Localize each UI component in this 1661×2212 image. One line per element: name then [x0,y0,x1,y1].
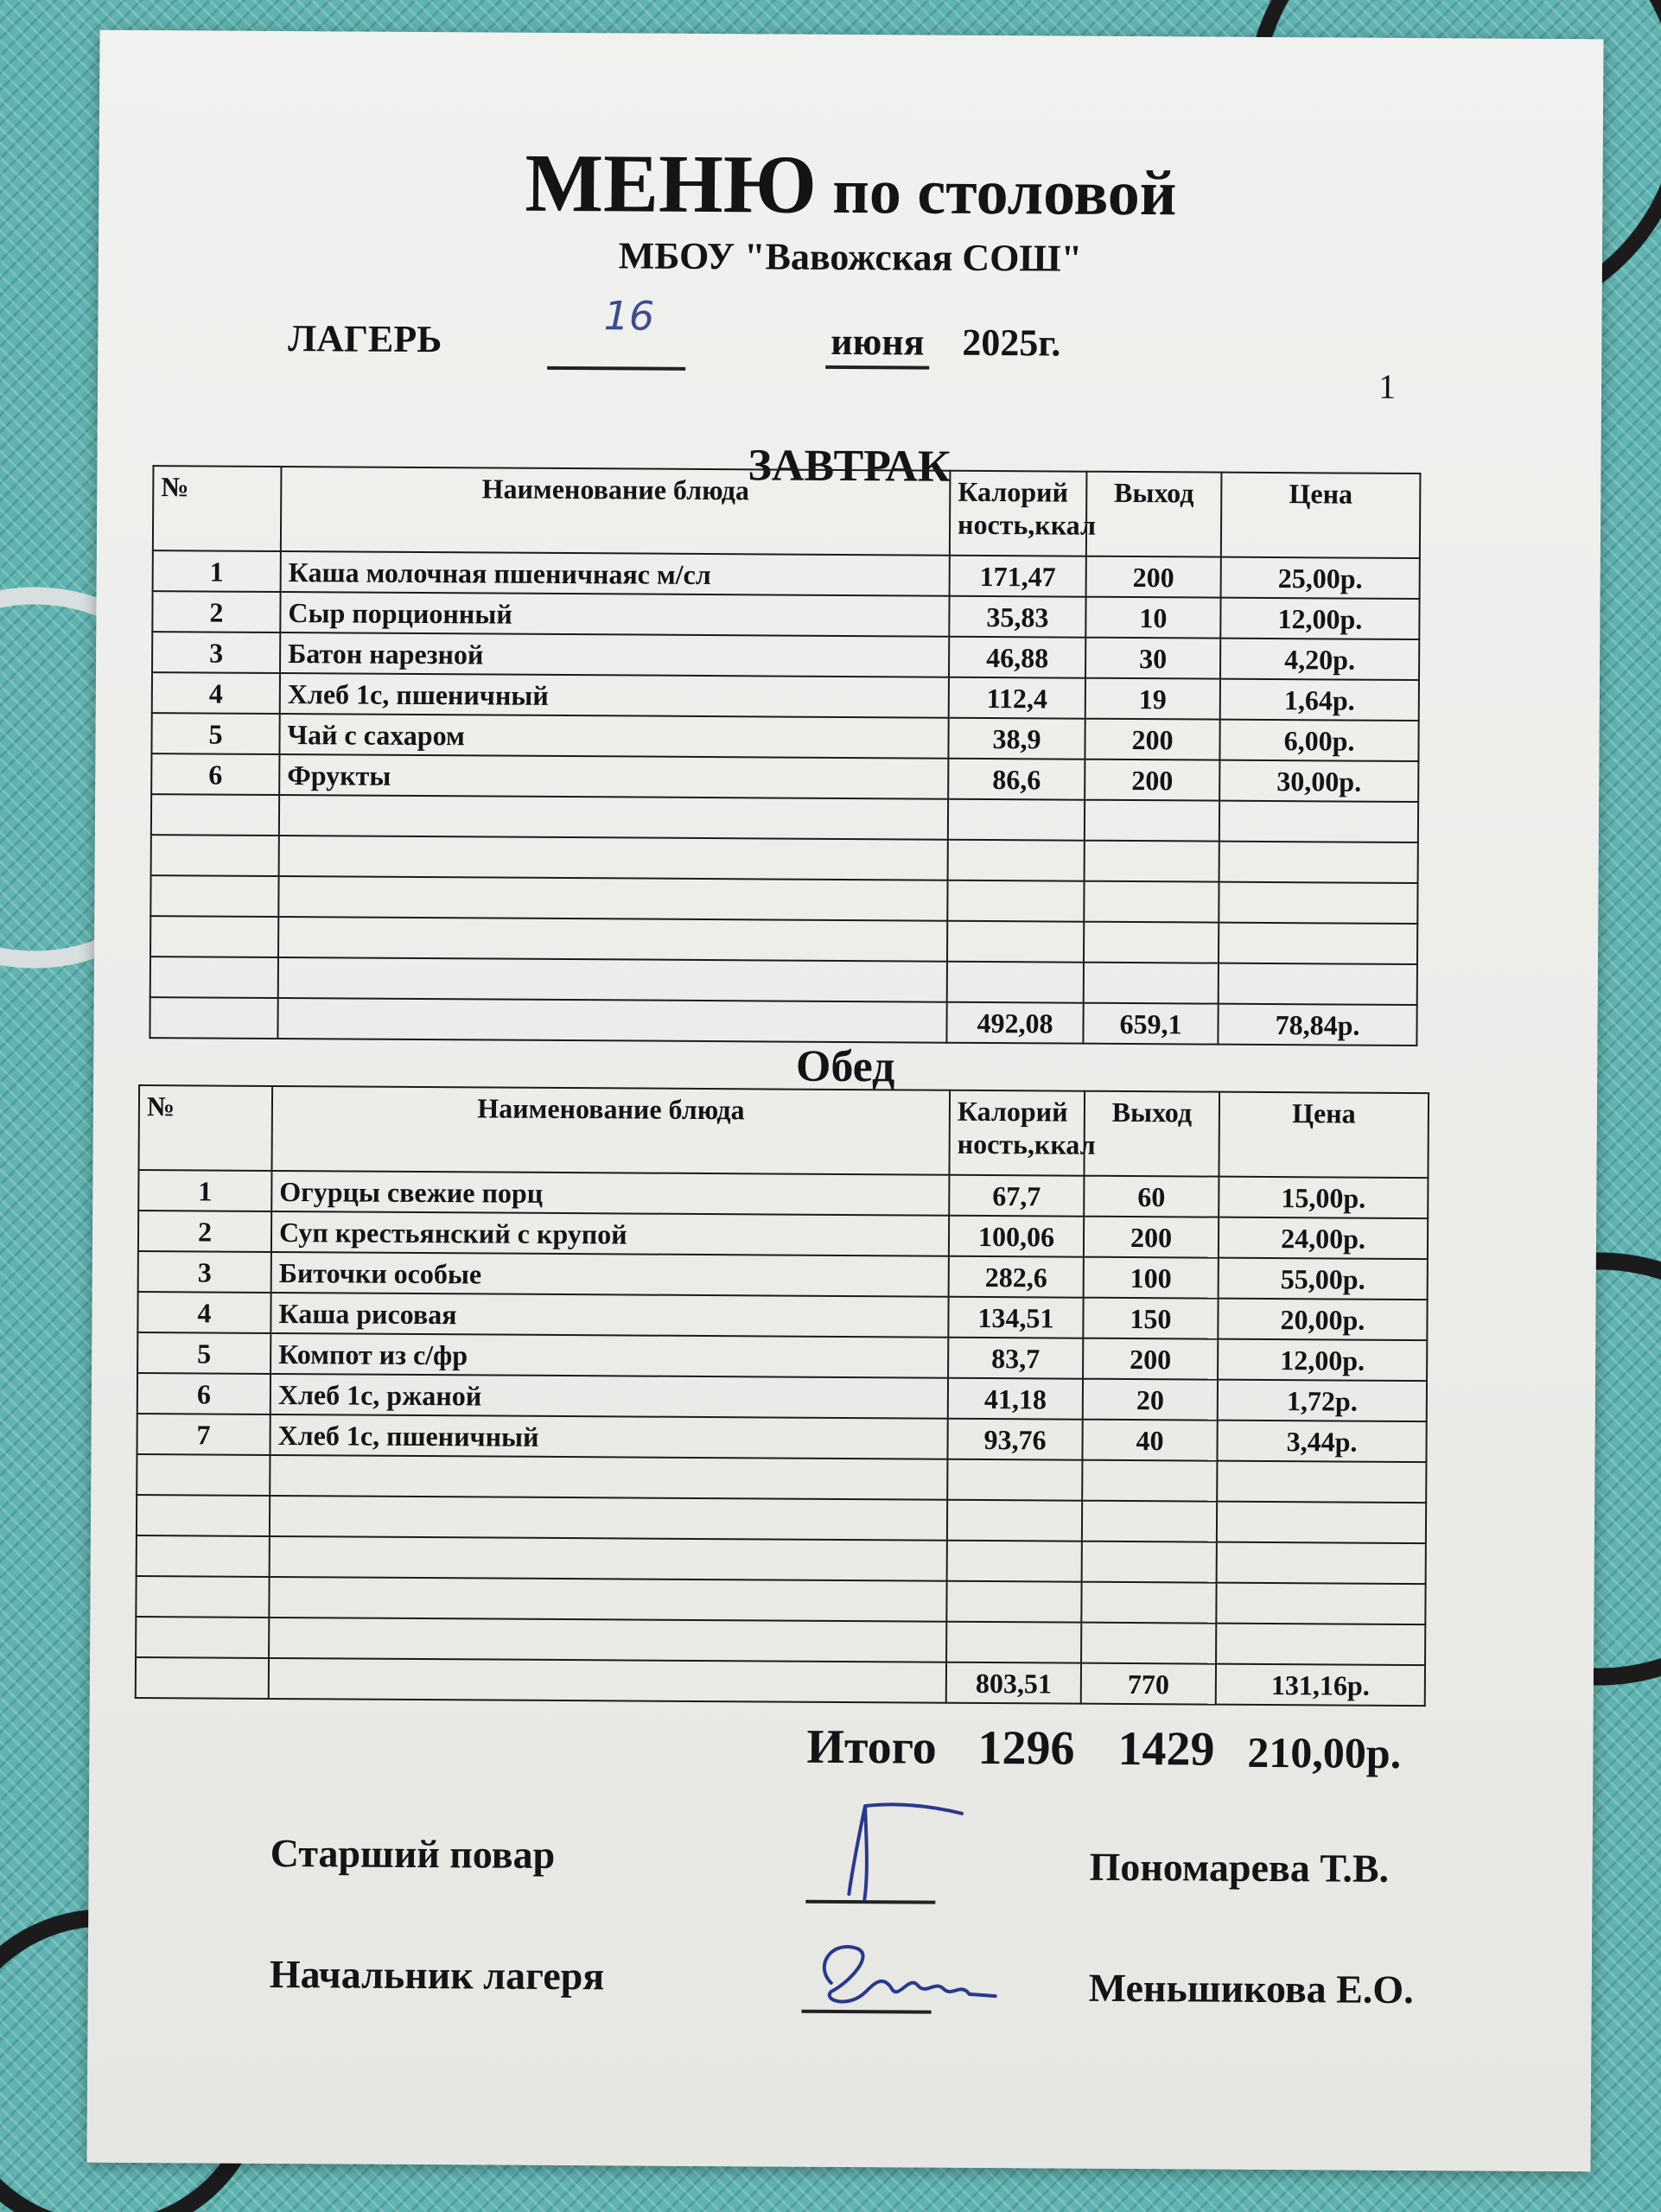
row-number: 6 [151,753,279,795]
grand-total-calories: 1296 [977,1720,1075,1776]
dish-name: Хлеб 1с, пшеничный [280,673,949,718]
dish-price: 24,00р. [1219,1217,1428,1259]
header-price: Цена [1221,473,1421,558]
empty-cell [279,795,948,840]
empty-cell [1216,1583,1425,1624]
breakfast-table [149,465,1421,1046]
empty-cell [1084,922,1219,963]
empty-cell [1081,1623,1216,1664]
page-title [99,132,1603,238]
grand-total-output: 1429 [1117,1721,1215,1777]
empty-cell [1219,882,1417,924]
dish-output: 100 [1084,1257,1219,1299]
menu-sheet [86,30,1603,2172]
empty-cell [151,835,279,876]
row-number: 3 [152,632,280,673]
dish-calories: 282,6 [949,1256,1084,1298]
empty-cell [1082,1541,1217,1583]
dish-name: Каша рисовая [270,1293,948,1338]
dish-output: 200 [1085,760,1219,801]
empty-cell [150,875,278,917]
total-row [136,1657,1425,1706]
empty-cell [1085,841,1219,882]
empty-cell [269,1618,946,1662]
dish-calories: 171,47 [950,556,1086,597]
total-price: 131,16р. [1216,1664,1425,1706]
dish-name: Хлеб 1с, пшеничный [270,1414,947,1459]
empty-cell [948,840,1085,881]
empty-cell [946,1622,1081,1663]
empty-cell [269,1658,946,1703]
total-calories: 803,51 [946,1662,1081,1704]
dish-output: 150 [1083,1298,1218,1339]
empty-cell [947,1459,1082,1501]
header-calories-line-1: Калорий [958,475,1069,508]
lunch-table [135,1084,1429,1707]
dish-price: 12,00р. [1218,1339,1427,1381]
table-header-row [138,1085,1429,1178]
dish-output: 40 [1082,1420,1217,1461]
empty-cell [270,1455,947,1500]
empty-cell [1084,963,1219,1004]
empty-cell [277,998,946,1043]
empty-cell [1217,1461,1426,1503]
total-calories: 492,08 [946,1002,1083,1044]
row-number: 2 [138,1211,271,1252]
dish-output: 200 [1084,1217,1219,1258]
dish-price: 6,00р. [1219,720,1418,761]
empty-cell [278,876,947,921]
empty-cell [151,794,279,836]
empty-cell [947,962,1084,1003]
empty-cell [1219,801,1418,842]
empty-cell [946,1581,1081,1623]
empty-cell [947,1541,1082,1582]
empty-cell [137,1535,270,1577]
header-num: № [138,1085,272,1171]
row-number: 5 [151,713,279,754]
year-label: 2025г. [962,321,1061,365]
row-number: 5 [137,1332,270,1374]
dish-name: Компот из с/фр [270,1333,948,1378]
grand-total-price: 210,00р. [1247,1727,1402,1777]
dish-calories: 83,7 [948,1338,1083,1379]
cook-signature [814,1797,1005,1910]
head-role: Начальник лагеря [269,1951,605,1999]
header-dish: Наименование блюда [281,467,951,556]
dish-price: 3,44р. [1217,1421,1426,1462]
head-signature [796,1931,1004,2027]
dish-name: Хлеб 1с, ржаной [270,1374,948,1419]
empty-cell [270,1496,947,1541]
empty-cell [1085,800,1219,842]
dish-price: 1,72р. [1218,1380,1427,1421]
empty-cell [1082,1501,1217,1542]
title-main-word: МЕНЮ [525,136,818,231]
empty-cell [269,1577,946,1622]
table-header-row [153,466,1421,558]
dish-output: 30 [1085,638,1220,679]
dish-name: Огурцы свежие порц [271,1171,949,1216]
empty-cell [270,1536,947,1581]
empty-cell [1219,842,1418,883]
dish-price: 15,00р. [1219,1177,1428,1218]
dish-name: Биточки особые [271,1252,949,1297]
header-output: Выход [1086,472,1222,557]
dish-price: 20,00р. [1218,1299,1427,1340]
dish-calories: 46,88 [949,637,1085,678]
dish-calories: 93,76 [947,1419,1082,1460]
row-number: 4 [152,672,280,714]
header-calories [949,1090,1096,1176]
dish-calories: 100,06 [949,1216,1084,1257]
row-number: 2 [152,591,280,632]
empty-cell [947,880,1084,922]
dish-calories: 86,6 [948,759,1085,800]
dish-calories: 134,51 [948,1297,1083,1338]
empty-cell [136,1617,269,1658]
camp-label: ЛАГЕРЬ [288,317,442,361]
empty-cell [137,1495,270,1536]
empty-cell [1082,1460,1217,1502]
dish-calories: 41,18 [948,1378,1083,1420]
empty-cell [279,836,948,880]
row-number: 3 [138,1251,271,1293]
empty-cell [1217,1502,1426,1543]
cook-name: Пономарева Т.В. [1089,1844,1390,1891]
empty-cell [150,957,278,998]
dish-name: Суп крестьянский с крупой [271,1211,949,1256]
page-number: 1 [1378,366,1397,406]
breakfast-title: ЗАВТРАК [748,441,951,492]
dish-output: 10 [1085,597,1220,639]
month-label: июня [825,320,929,370]
dish-name: Чай с сахаром [279,714,948,759]
empty-cell [150,997,277,1039]
empty-cell [1219,923,1417,964]
empty-cell [278,957,947,1002]
lunch-title: Обед [795,1041,895,1092]
empty-cell [947,1500,1082,1541]
dish-output: 200 [1086,556,1221,598]
row-number: 1 [138,1170,271,1211]
dish-price: 12,00р. [1220,598,1419,639]
dish-name: Батон нарезной [280,632,949,677]
dish-name: Сыр порционный [280,592,949,637]
dish-price: 25,00р. [1221,557,1420,599]
dish-output: 60 [1084,1176,1219,1217]
row-number: 4 [137,1292,270,1333]
dish-calories: 67,7 [949,1175,1084,1217]
day-handwritten: 16 [603,292,655,340]
header-calories-line-1: Калорий [957,1095,1068,1128]
dish-name: Каша молочная пшеничнаяс м/сл [281,551,950,596]
row-number: 7 [137,1414,270,1455]
total-output: 770 [1081,1663,1216,1705]
dish-price: 1,64р. [1220,679,1419,721]
empty-cell [1084,881,1219,923]
dish-price: 4,20р. [1220,639,1419,680]
header-dish: Наименование блюда [271,1086,950,1175]
empty-cell [136,1576,269,1618]
empty-cell [947,921,1084,963]
title-rest: по столовой [832,156,1177,230]
empty-cell [1081,1582,1216,1624]
empty-cell [136,1657,269,1699]
head-name: Меньшикова Е.О. [1088,1965,1414,2012]
dish-name: Фрукты [279,754,948,799]
row-number: 6 [137,1373,270,1414]
dish-output: 20 [1083,1379,1218,1421]
row-number: 1 [153,550,281,592]
dish-price: 30,00р. [1219,760,1418,802]
empty-cell [1219,963,1417,1005]
header-output: Выход [1084,1091,1219,1177]
empty-cell [150,916,278,957]
total-price: 78,84р. [1218,1004,1416,1046]
school-name: МБОУ "Вавожская СОШ" [618,234,1083,280]
total-output: 659,1 [1083,1003,1218,1045]
header-calories-line-2: ность,ккал [957,1128,1096,1160]
header-calories [950,471,1097,556]
empty-cell [1216,1624,1425,1665]
empty-cell [1217,1542,1426,1584]
empty-cell [948,799,1085,841]
empty-cell [137,1454,270,1496]
dish-output: 19 [1085,678,1220,720]
dish-calories: 38,9 [948,718,1085,760]
grand-total-label: Итого [806,1719,937,1775]
dish-calories: 112,4 [949,677,1085,719]
dish-output: 200 [1085,719,1219,760]
header-num: № [153,466,282,551]
cook-role: Старший повар [270,1830,556,1877]
dish-output: 200 [1083,1338,1218,1380]
empty-cell [278,917,947,962]
dish-calories: 35,83 [949,596,1085,638]
header-price: Цена [1219,1092,1429,1178]
dish-price: 55,00р. [1219,1258,1428,1300]
header-calories-line-2: ность,ккал [957,508,1097,541]
